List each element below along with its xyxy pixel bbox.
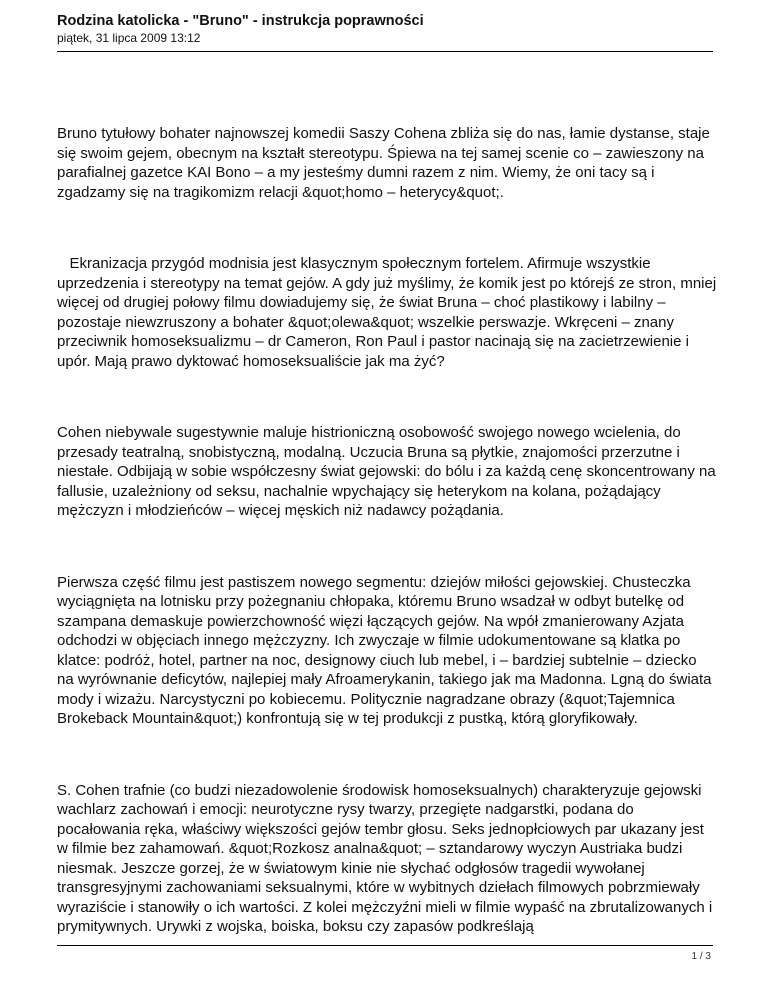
paragraph-gap [57,202,717,254]
paragraph-2: Ekranizacja przygód modnisia jest klasycznym społecznym fortelem. Afirmuje wszystkie uprzedzenia i stereotypy na temat gejów. A gdy już myślimy, że komik jest po którejś ze stron, mniej więcej od drugiej połowy filmu dowiadujemy się, że świat Bruna – choć plastikowy i labilny – pozostaje niewzruszony a bohater &quot;olewa&quot; wszelkie perswazje. Wkręceni – znany przeciwnik homoseksualizmu – dr Cameron, Ron Paul i pastor nacinają się na zacietrzewienie i upór. Mają prawo dyktować homoseksualiście jak ma żyć? [57,255,717,370]
document-header [57,13,717,46]
paragraph-gap [57,371,717,423]
footer-divider [57,945,713,946]
header-divider [57,51,713,52]
paragraph-3: Cohen niebywale sugestywnie maluje histrioniczną osobowość swojego nowego wcielenia, do przesady teatralną, snobistyczną, modalną. Uczucia Bruna są płytkie, znajomości przerzutne i niestałe. Odbijają w sobie współczesny świat gejowski: do bólu i za każdą cenę skoncentrowany na fallusie, uzależniony od seksu, nachalnie wpychający się heterykom na kolana, pożądający mężczyzn i młodzieńców – więcej męskich niż nadawcy pożądania. [57,424,716,519]
article-body [57,124,717,937]
paragraph-4: Pierwsza część filmu jest pastiszem nowego segmentu: dziejów miłości gejowskiej. Chusteczka wyciągnięta na lotnisku przy pożegnaniu chłopaka, któremu Bruno wsadzał w odbyt butelkę od szampana demaskuje powierzchowność więzi łączących gejów. Na wpół zmanierowany Azjata odchodzi w objęciach innego mężczyzny. Ich zwyczaje w filmie udokumentowane są klatka po klatce: podróż, hotel, partner na noc, designowy ciuch lub mebel, i – bardziej subtelnie – dziecko na wyrównanie deficytów, najlepiej mały Afroamerykanin, takiego jak ma Madonna. Lgną do świata mody i wizażu. Narcystyczni po kobiecemu. Politycznie nagradzane obrazy (&quot;Tajemnica Brokeback Mountain&quot;) konfrontują się w tej produkcji z pustką, którą gloryfikowały. [57,573,712,727]
page-number: 1 / 3 [691,951,711,962]
paragraph-gap [57,729,717,781]
document-title: Rodzina katolicka - "Bruno" - instrukcja poprawności [57,13,424,29]
document-date: piątek, 31 lipca 2009 13:12 [57,31,201,45]
paragraph-gap [57,521,717,573]
paragraph-1: Bruno tytułowy bohater najnowszej komedii Saszy Cohena zbliża się do nas, łamie dystanse, staje się swoim gejem, obecnym na kształt stereotypu. Śpiewa na tej samej scenie co – zawieszony na parafialnej gazetce KAI Bono – a my jesteśmy dumni razem z nim. Wiemy, że oni tacy są i zgadzamy się na tragikomizm relacji &quot;homo – heterycy&quot;. [57,125,710,201]
paragraph-5: S. Cohen trafnie (co budzi niezadowolenie środowisk homoseksualnych) charakteryzuje gejowski wachlarz zachowań i emocji: neurotyczne rysy twarzy, przegięte nadgarstki, podana do pocałowania ręka, właściwy większości gejów tembr głosu. Seks jednopłciowych par ukazany jest w filmie bez zahamowań. &quot;Rozkosz analna&quot; – sztandarowy wyczyn Austriaka budzi niesmak. Jeszcze gorzej, że w światowym kinie nie słychać odgłosów tragedii wywołanej transgresyjnymi zachowaniami seksualnymi, które w wybitnych dziełach filmowych pobrzmiewały wyraziście i stanowiły o ich wartości. Z kolei mężczyźni mieli w filmie wypaść na zbrutalizowanych i prymitywnych. Urywki z wojska, boiska, boksu czy zapasów podkreślają [57,781,713,935]
